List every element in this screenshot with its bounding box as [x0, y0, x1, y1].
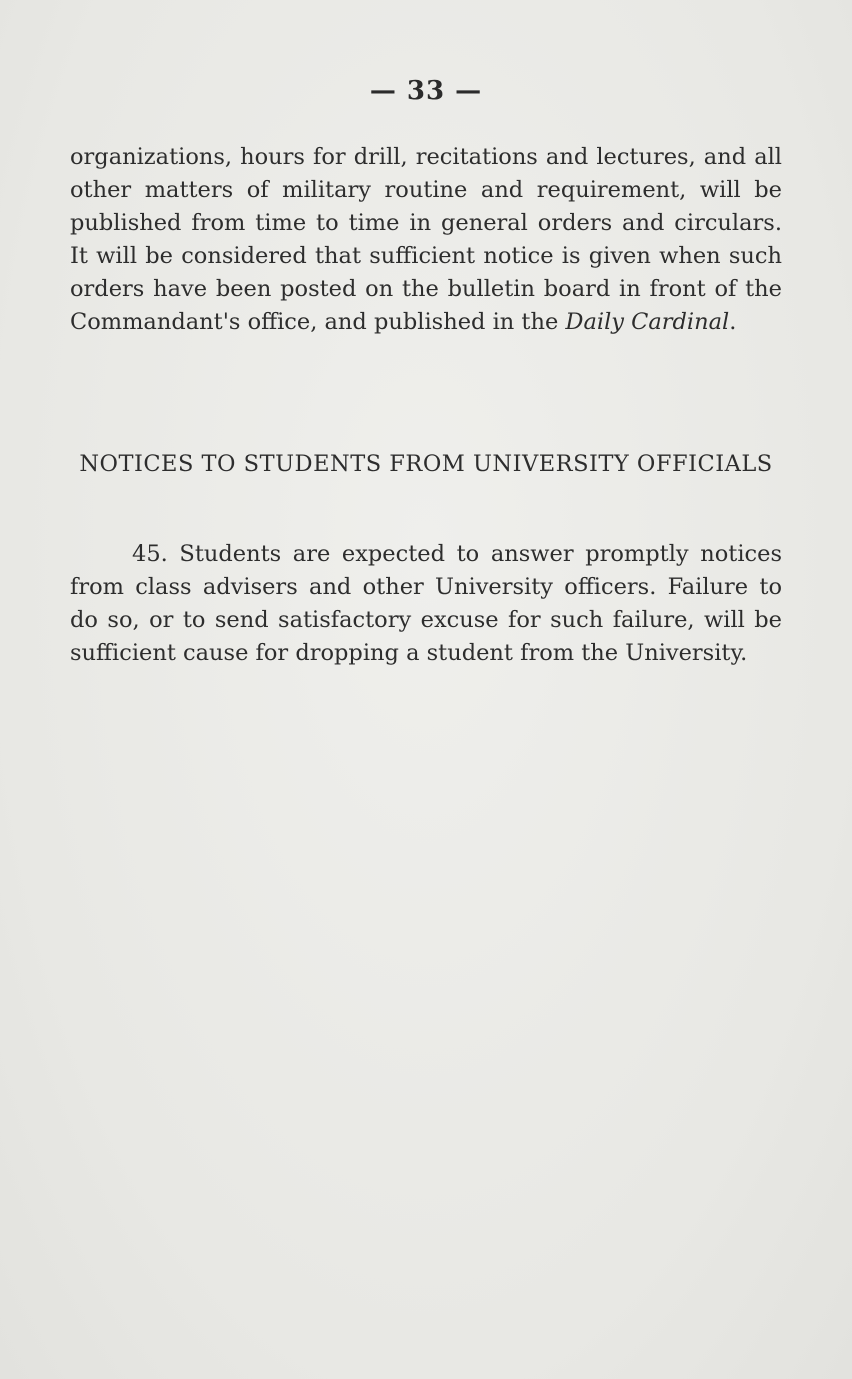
- page-number: — 33 —: [369, 76, 483, 106]
- paragraph-military-notices: [70, 141, 782, 339]
- section-heading: NOTICES TO STUDENTS FROM UNIVERSITY OFFICIALS: [79, 451, 773, 477]
- paragraph-military-notices-text: organizations, hours for drill, recitations and lectures, and all other matters of military routine and requirement, will be published from time to time in general orders and circulars. It will be considered that sufficient notice is given when such orders have been posted on the bulletin board in front of the Commandant's office, and published in the: [70, 144, 782, 335]
- daily-cardinal-title: Daily Cardinal: [565, 309, 730, 335]
- paragraph-military-notices-end: .: [729, 309, 737, 335]
- paragraph-45-student-notices: 45. Students are expected to answer promptly notices from class advisers and other University officers. Failure to do so, or to send satisfactory excuse for such failure, will be sufficient cause for dropping a student from the University.: [70, 541, 782, 666]
